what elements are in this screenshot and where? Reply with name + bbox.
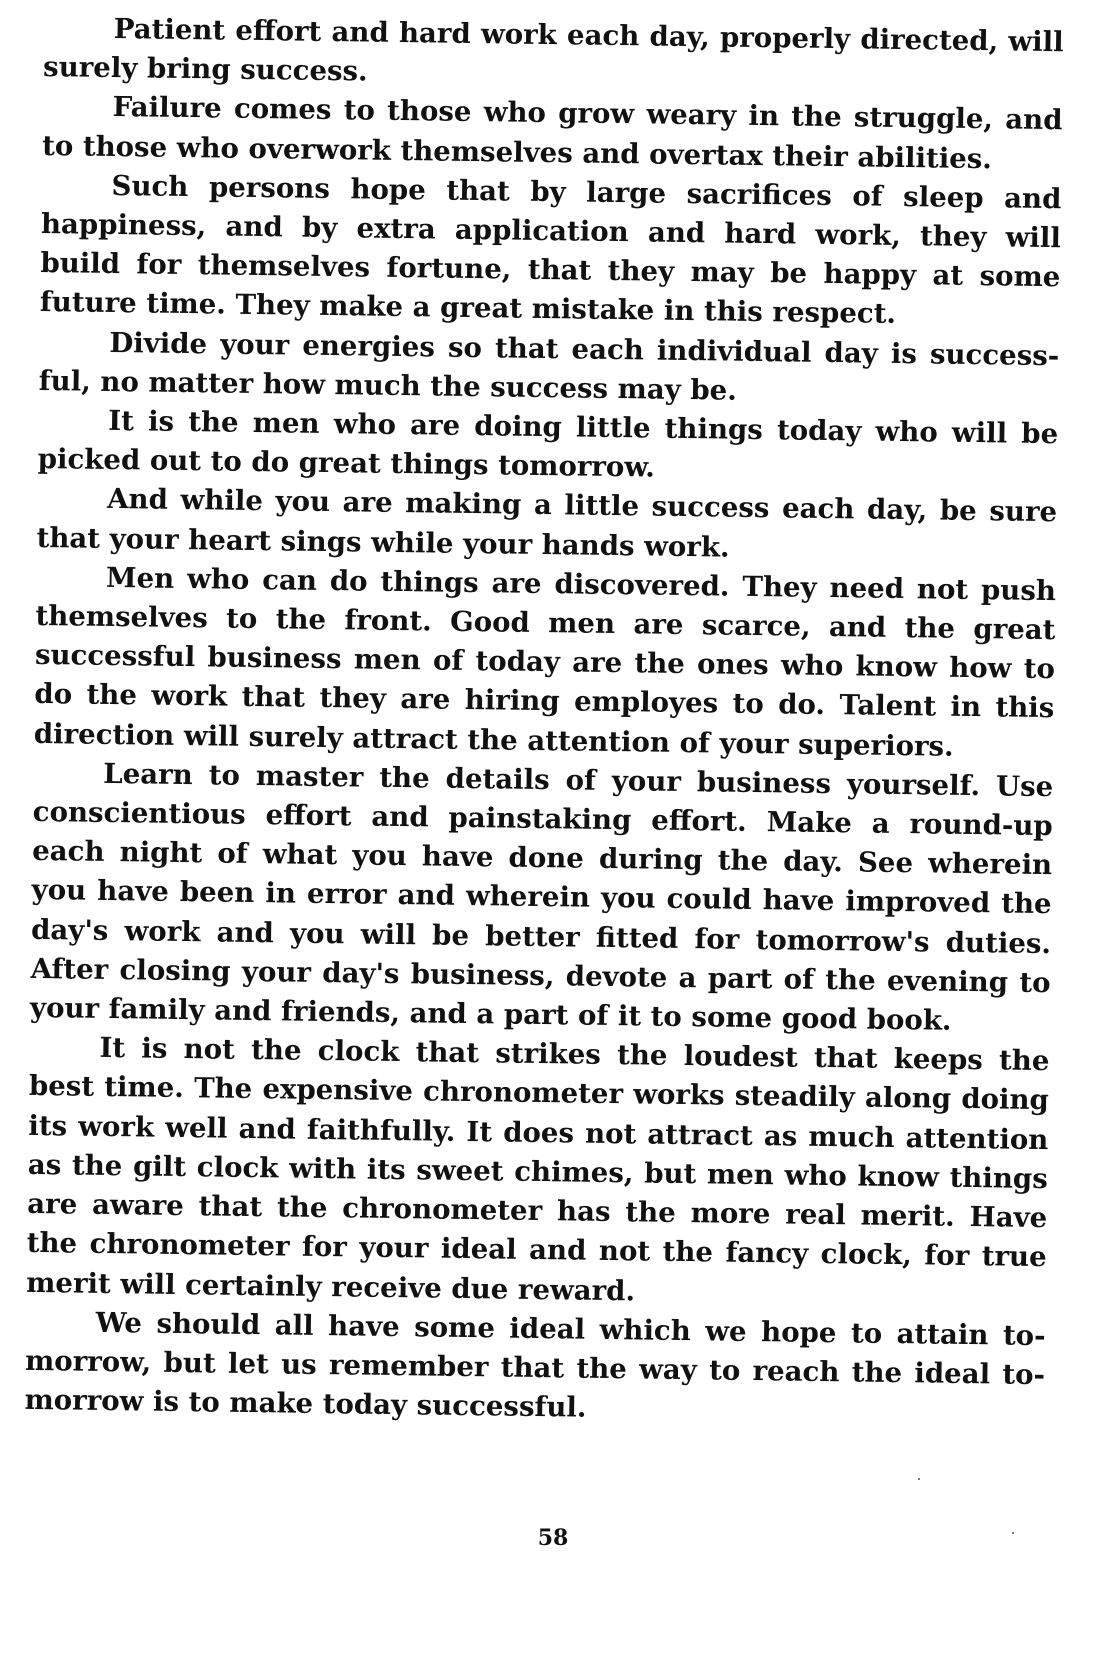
body-text	[24, 8, 1064, 1433]
paragraph-9: It is not the clock that strikes the loudest that keeps the best time. The expensive chronometer works steadily along doing its work well and faithfully. It does not attract as much attention as the gilt clock with its sweet chimes, but men who know things are aware that the chronometer has the more real merit. Have the chronometer for your ideal and not the fancy clock, for true merit will certainly receive due reward.	[25, 1031, 1050, 1307]
paragraph-1: Patient effort and hard work each day, properly directed, will surely bring success.	[42, 11, 1064, 88]
paragraph-3: Such persons hope that by large sacrifices of sleep and happiness, and by extra application and hard work, they will build for themselves fortune, that they may be happy at some future time. They make a great mistake in this respect.	[39, 168, 1062, 331]
paragraph-5: It is the men who are doing little things today who will be picked out to do great things tomorrow.	[37, 403, 1059, 484]
scan-speck	[918, 1478, 920, 1480]
paragraph-8: Learn to master the details of your business yourself. Use conscientious effort and painstaking effort. Make a round-up each night of what you have done during the day. See wherein you have been in error and wherein you could have improved the day's work and you will be better fitted for tomorrow's duties. After closing your day's business, devote a part of the evening to your family and friends, and a part of it to some good book.	[29, 756, 1054, 1037]
paragraph-6: And while you are making a little success each day, be sure that your heart sings while your hands work.	[36, 482, 1058, 564]
paragraph-2: Failure comes to those who grow weary in the struggle, and to those who overwork themselves and overtax their abilities.	[41, 90, 1063, 175]
paragraph-7: Men who can do things are discovered. They need not push themselves to the front. Good men are scarce, and the great successful business men of today are the ones who know how to do the work that they are hiring employes to do. Talent in this direction will surely attract the attention of your superiors.	[33, 560, 1057, 763]
paragraph-10: We should all have some ideal which we hope to attain tomorrow, but let us remember that the way to reach the ideal tomorrow is to make today successful.	[24, 1305, 1046, 1424]
scan-speck	[1012, 1532, 1014, 1534]
page-number: 58	[537, 1525, 569, 1551]
paragraph-4: Divide your energies so that each individual day is successful, no matter how much the success may be.	[38, 325, 1060, 407]
